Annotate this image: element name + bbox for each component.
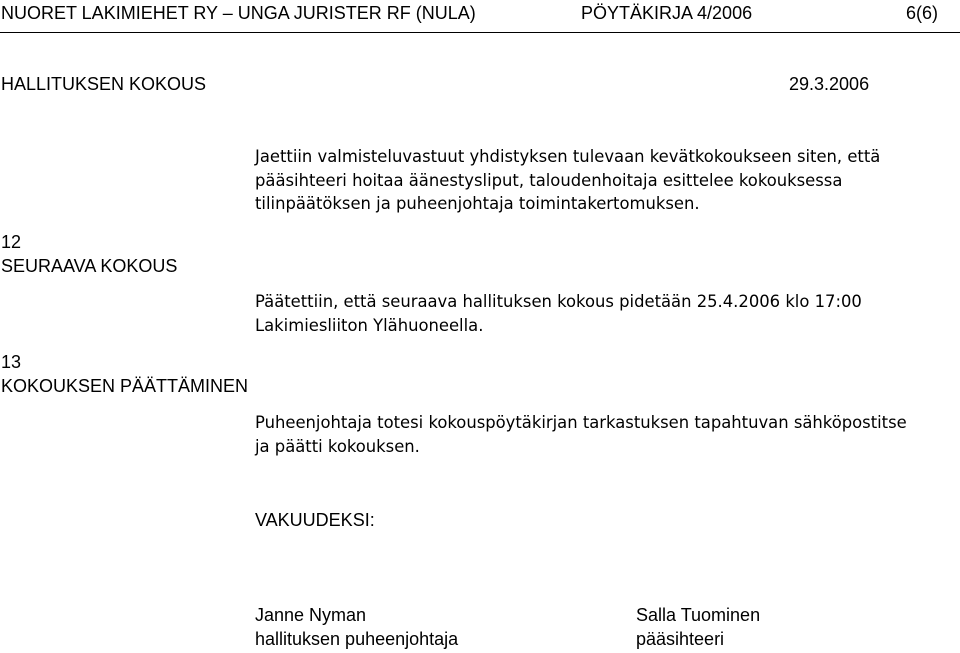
signature-block bbox=[636, 605, 760, 650]
document-type: PÖYTÄKIRJA 4/2006 bbox=[581, 3, 753, 23]
preparation-paragraph bbox=[255, 145, 880, 216]
closing-paragraph bbox=[255, 411, 907, 458]
page-number: 6(6) bbox=[906, 3, 939, 23]
paragraph-line: pääsihteeri hoitaa äänestysliput, taloudenhoitaja esittelee kokouksessa bbox=[255, 170, 843, 190]
organization-name: NUORET LAKIMIEHET RY – UNGA JURISTER RF (NULA) bbox=[1, 3, 476, 23]
paragraph-line: Päätettiin, että seuraava hallituksen kokous pidetään 25.4.2006 klo 17:00 bbox=[255, 292, 862, 311]
paragraph-line: Puheenjohtaja totesi kokouspöytäkirjan tarkastuksen tapahtuvan sähköpostitse bbox=[255, 413, 907, 432]
signer-name: Janne Nyman bbox=[255, 605, 367, 625]
meeting-title: HALLITUKSEN KOKOUS bbox=[1, 74, 207, 94]
section-title: SEURAAVA KOKOUS bbox=[1, 256, 178, 276]
signature-block bbox=[255, 605, 458, 650]
signer-role: hallituksen puheenjohtaja bbox=[255, 629, 459, 649]
meeting-date: 29.3.2006 bbox=[789, 74, 870, 94]
header-rule bbox=[0, 32, 960, 33]
certification-label: VAKUUDEKSI: bbox=[255, 510, 375, 530]
section-number: 13 bbox=[1, 352, 22, 372]
next-meeting-paragraph bbox=[255, 290, 862, 337]
paragraph-line: Lakimiesliiton Ylähuoneella. bbox=[255, 315, 484, 335]
signer-role: pääsihteeri bbox=[636, 629, 725, 649]
section-number: 12 bbox=[1, 232, 22, 252]
section-title: KOKOUKSEN PÄÄTTÄMINEN bbox=[1, 376, 249, 396]
paragraph-line: Jaettiin valmisteluvastuut yhdistyksen tulevaan kevätkokoukseen siten, että bbox=[255, 147, 881, 166]
paragraph-line: tilinpäätöksen ja puheenjohtaja toimintakertomuksen. bbox=[255, 194, 700, 213]
paragraph-line: ja päätti kokouksen. bbox=[255, 436, 420, 456]
signer-name: Salla Tuominen bbox=[636, 605, 761, 625]
